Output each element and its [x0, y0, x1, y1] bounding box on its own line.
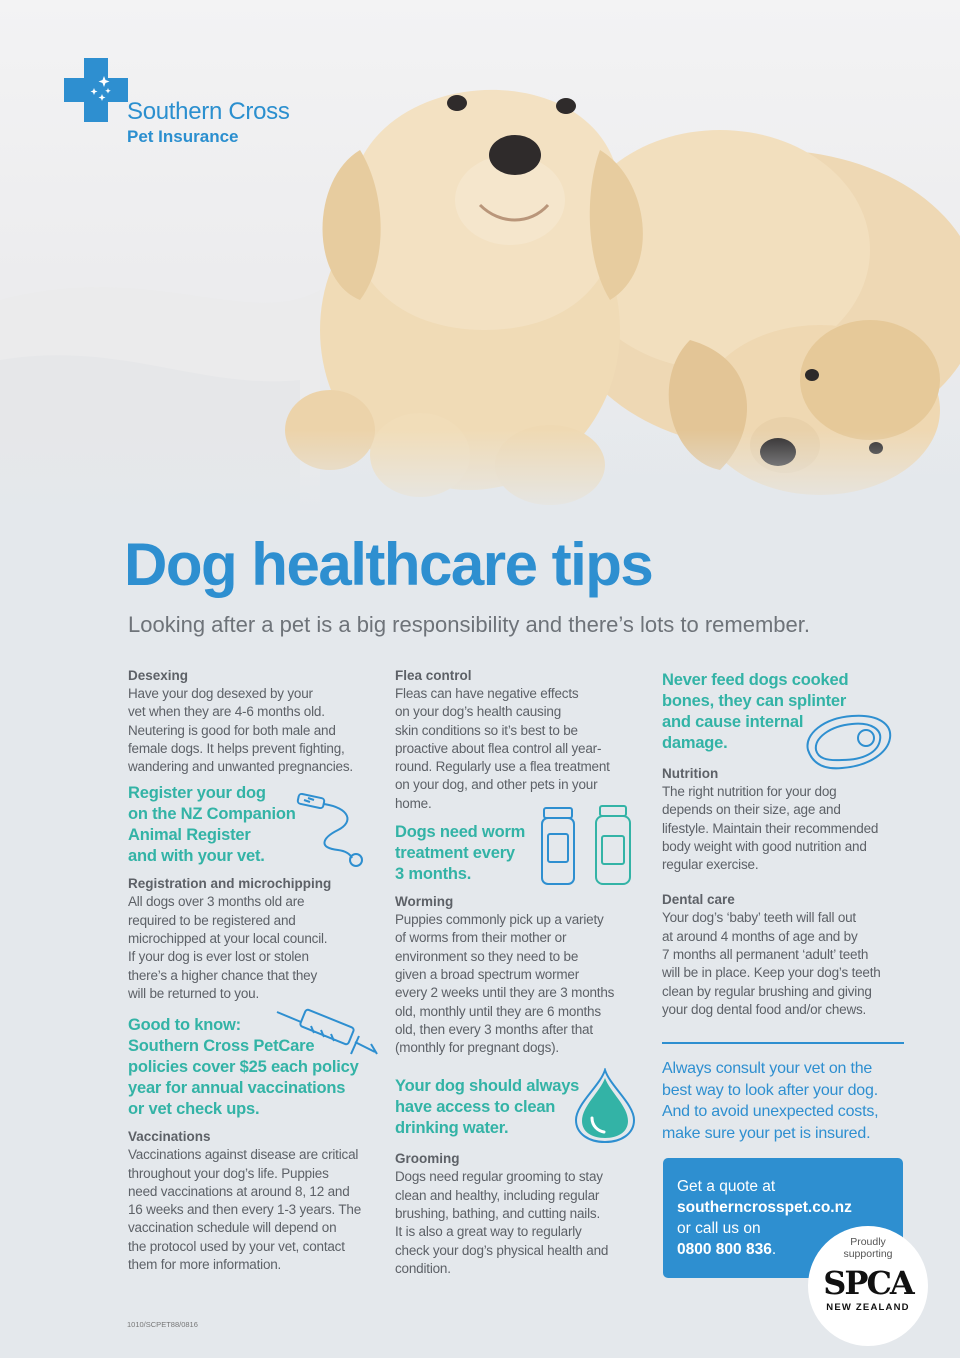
- tip-line: Dogs need worm: [395, 823, 526, 842]
- brand-name: Southern Cross: [127, 98, 290, 125]
- tip-line: damage.: [662, 734, 728, 752]
- grooming-heading: Grooming: [395, 1151, 460, 1167]
- text-line: Vaccinations against disease are critical: [128, 1147, 359, 1163]
- text-line: All dogs over 3 months old are: [128, 894, 305, 910]
- text-line: Have your dog desexed by your: [128, 686, 313, 701]
- tip-line: Register your dog: [128, 784, 266, 803]
- text-line: given a broad spectrum wormer: [395, 966, 580, 982]
- spca-proudly: Proudly: [850, 1236, 886, 1248]
- text-line: at around 4 months of age and by: [662, 928, 858, 944]
- tip-line: and with your vet.: [128, 847, 265, 866]
- worming-heading: Worming: [395, 894, 454, 910]
- tip-line: on the NZ Companion: [128, 805, 296, 824]
- text-line: skin conditions so it’s best to be: [395, 722, 578, 738]
- text-line: old, monthly until they are 6 months: [395, 1003, 601, 1019]
- quote-intro: Get a quote at: [677, 1178, 776, 1195]
- tip-line: treatment every: [395, 844, 515, 863]
- text-line: condition.: [395, 1260, 451, 1276]
- tip-line: or vet check ups.: [128, 1100, 260, 1119]
- text-line: proactive about flea control all year-: [395, 740, 602, 756]
- spca-logo: SPCA: [823, 1264, 913, 1302]
- text-line: 16 weeks and then every 1-3 years. The: [128, 1202, 362, 1218]
- text-line: the protocol used by your vet, contact: [128, 1238, 345, 1254]
- call-intro: or call us on: [677, 1220, 761, 1237]
- text-line: Your dog’s ‘baby’ teeth will fall out: [662, 910, 856, 926]
- nutrition-heading: Nutrition: [662, 766, 719, 781]
- desexing-text: [128, 685, 378, 776]
- text-line: It is also a great way to regularly: [395, 1224, 582, 1240]
- text-line: wandering and unwanted pregnancies.: [128, 759, 353, 775]
- text-line: The right nutrition for your dog: [662, 784, 837, 799]
- tip-line: 3 months.: [395, 865, 472, 884]
- column-1: [128, 668, 378, 1274]
- text-line: check your dog’s physical health and: [395, 1242, 609, 1258]
- phone-link[interactable]: 0800 800 836: [677, 1241, 772, 1258]
- spca-proudly-text: [808, 1236, 928, 1260]
- text-line: (monthly for pregnant dogs).: [395, 1040, 559, 1056]
- medicine-bottles-icon: [538, 800, 640, 890]
- text-line: throughout your dog’s life. Puppies: [128, 1165, 329, 1181]
- tip-line: year for annual vaccinations: [128, 1079, 346, 1098]
- text-line: old, then every 3 months after that: [395, 1021, 593, 1037]
- text-line: round. Regularly use a flea treatment: [395, 759, 610, 775]
- website-link[interactable]: southerncrosspet.co.nz: [677, 1199, 852, 1216]
- brand-wordmark: [127, 98, 290, 147]
- text-line: 7 months all permanent ‘adult’ teeth: [662, 947, 869, 963]
- vaccinations-heading: Vaccinations: [128, 1129, 211, 1145]
- note-line: make sure your pet is insured.: [662, 1124, 871, 1142]
- bone-steak-icon: [800, 710, 896, 772]
- text-line: body weight with good nutrition and: [662, 838, 867, 854]
- tip-line: Animal Register: [128, 826, 251, 845]
- text-line: microchipped at your local council.: [128, 931, 328, 947]
- flea-text: [395, 685, 645, 813]
- text-line: there’s a higher chance that they: [128, 967, 318, 983]
- tip-line: Good to know:: [128, 1016, 241, 1035]
- text-line: every 2 weeks until they are 3 months: [395, 985, 615, 1001]
- divider: [662, 1042, 904, 1044]
- text-line: on your dog, and other pets in your: [395, 777, 598, 793]
- text-line: of worms from their mother or: [395, 930, 567, 946]
- spca-supporting: supporting: [843, 1248, 893, 1260]
- hero-fade: [0, 430, 960, 520]
- note-line: And to avoid unexpected costs,: [662, 1103, 879, 1120]
- text-line: depends on their size, age and: [662, 802, 841, 818]
- text-line: environment so they need to be: [395, 948, 579, 964]
- desexing-heading: Desexing: [128, 668, 189, 683]
- text-line: your dog dental food and/or chews.: [662, 1001, 867, 1017]
- note-line: Always consult your vet on the: [662, 1060, 873, 1077]
- text-line: home.: [395, 795, 432, 811]
- plus-cross-logo-icon: [64, 58, 128, 122]
- nutrition-text: [662, 783, 912, 874]
- text-line: need vaccinations at around 8, 12 and: [128, 1183, 350, 1199]
- text-line: will be returned to you.: [128, 985, 260, 1001]
- page-subtitle: Looking after a pet is a big responsibility and there’s lots to remember.: [128, 612, 810, 637]
- text-line: clean and healthy, including regular: [395, 1187, 600, 1203]
- tip-line: and cause internal: [662, 713, 804, 731]
- text-line: vaccination schedule will depend on: [128, 1220, 337, 1236]
- tip-line: have access to clean: [395, 1098, 556, 1117]
- vet-advice-note: [662, 1058, 907, 1144]
- tip-line: Southern Cross PetCare: [128, 1037, 315, 1056]
- text-line: Fleas can have negative effects: [395, 686, 579, 701]
- tip-line: Never feed dogs cooked: [662, 671, 849, 689]
- text-line: required to be registered and: [128, 912, 296, 928]
- microchip-scanner-icon: [292, 788, 372, 868]
- text-line: brushing, bathing, and cutting nails.: [395, 1206, 600, 1222]
- text-line: lifestyle. Maintain their recommended: [662, 820, 879, 836]
- text-line: Neutering is good for both male and: [128, 722, 336, 738]
- water-drop-icon: [572, 1068, 638, 1144]
- registration-heading: Registration and microchipping: [128, 876, 332, 892]
- text-line: clean by regular brushing and giving: [662, 983, 872, 999]
- hero-image: [0, 0, 960, 520]
- text-line: on your dog’s health causing: [395, 704, 562, 720]
- flea-heading: Flea control: [395, 668, 472, 683]
- tip-line: Your dog should always: [395, 1077, 580, 1096]
- text-line: regular exercise.: [662, 857, 759, 873]
- text-line: female dogs. It helps prevent fighting,: [128, 740, 345, 756]
- tip-line: policies cover $25 each policy: [128, 1058, 359, 1077]
- dental-text: [662, 909, 912, 1019]
- footer-code: 1010/SCPET88/0816: [127, 1320, 198, 1329]
- page-title: Dog healthcare tips: [124, 531, 653, 598]
- column-2: [395, 668, 645, 1278]
- brand-product: Pet Insurance: [127, 127, 239, 146]
- spca-badge: [808, 1226, 928, 1346]
- dental-heading: Dental care: [662, 892, 735, 908]
- note-line: best way to look after your dog.: [662, 1081, 878, 1099]
- text-line: vet when they are 4-6 months old.: [128, 704, 325, 720]
- vaccinations-text: [128, 1146, 378, 1274]
- tip-line: bones, they can splinter: [662, 692, 847, 710]
- syringe-icon: [275, 1008, 380, 1068]
- text-line: Dogs need regular grooming to stay: [395, 1169, 603, 1185]
- grooming-text: [395, 1168, 645, 1278]
- registration-text: [128, 893, 378, 1003]
- worming-text: [395, 911, 645, 1057]
- phone-suffix: .: [771, 1241, 777, 1258]
- text-line: If your dog is ever lost or stolen: [128, 949, 309, 965]
- spca-country: NEW ZEALAND: [826, 1302, 910, 1313]
- tip-line: drinking water.: [395, 1119, 509, 1138]
- text-line: them for more information.: [128, 1257, 282, 1273]
- text-line: will be in place. Keep your dog’s teeth: [662, 965, 881, 981]
- text-line: Puppies commonly pick up a variety: [395, 912, 604, 928]
